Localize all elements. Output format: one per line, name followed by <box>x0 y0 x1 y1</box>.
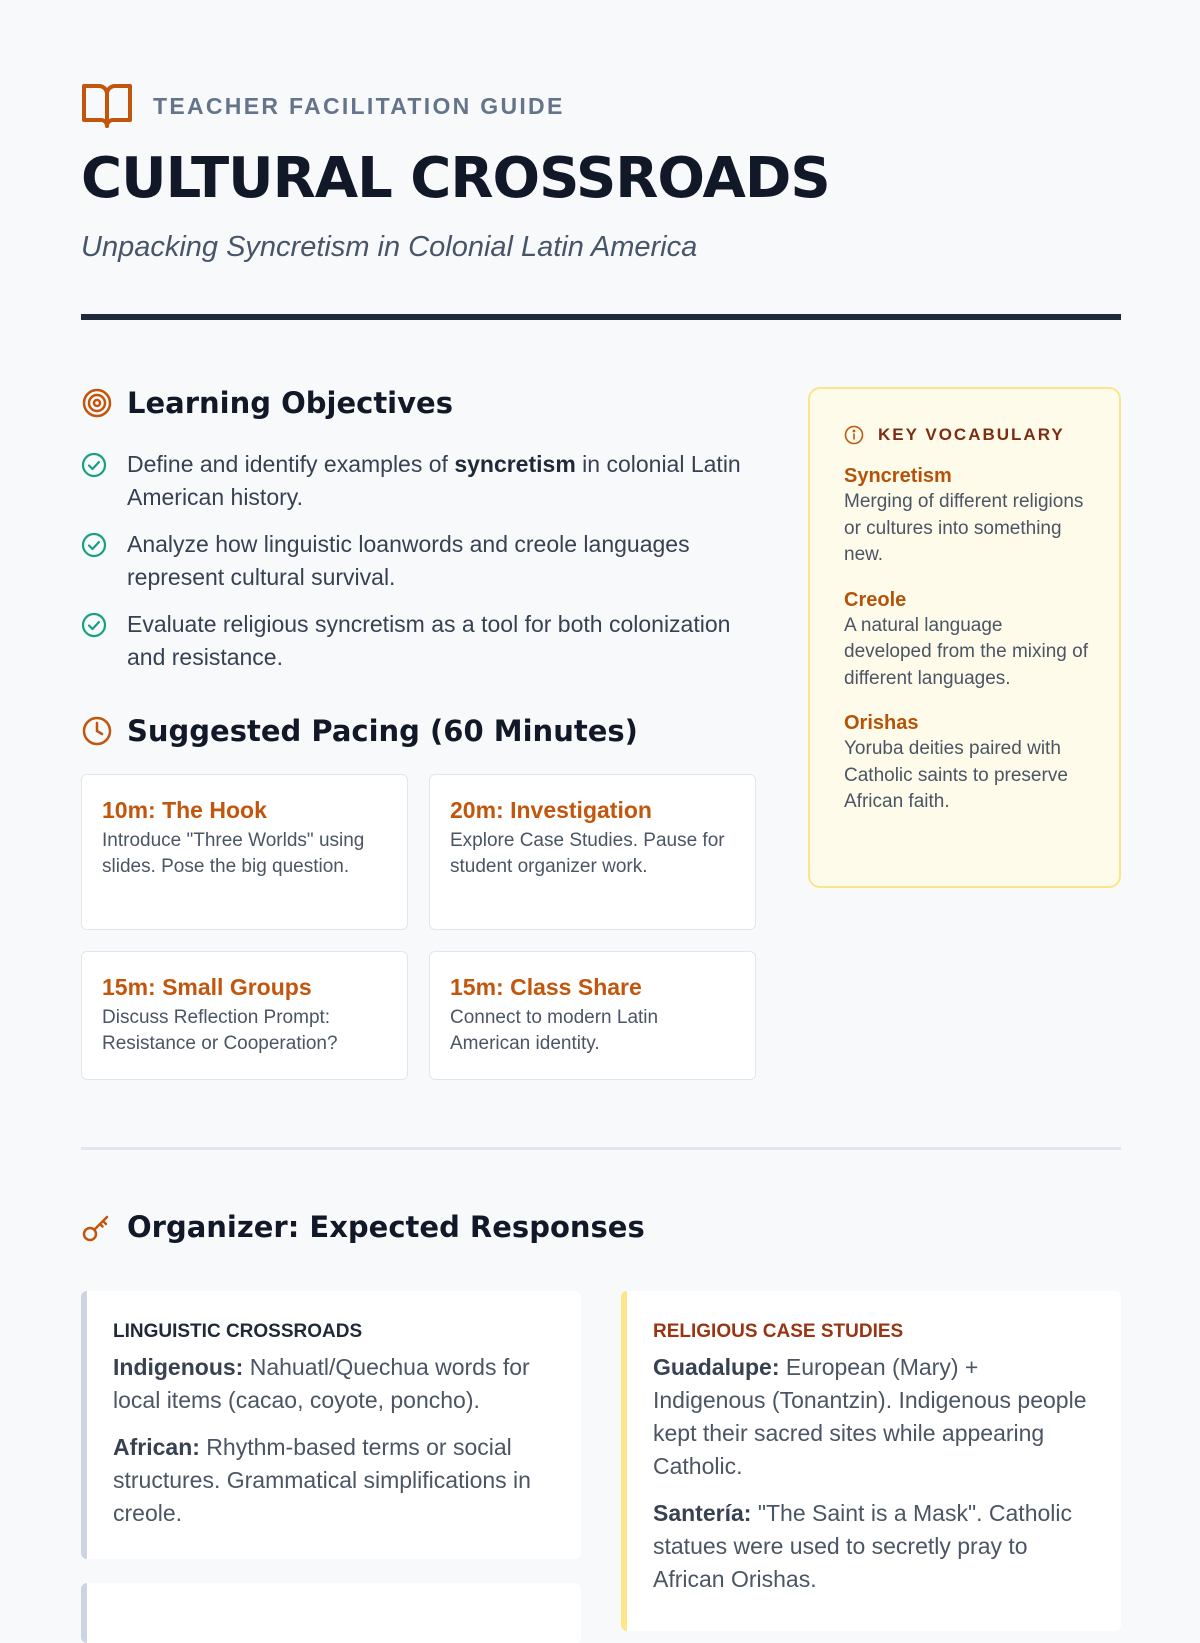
pacing-heading <box>81 714 756 748</box>
pacing-block-small-groups <box>81 951 408 1080</box>
vocab-definition: Yoruba deities paired with Catholic saints to preserve African faith. <box>844 738 1068 812</box>
pacing-title: 20m: Investigation <box>450 797 652 823</box>
target-icon <box>81 387 113 419</box>
check-circle-icon <box>81 532 107 558</box>
pacing-desc: Connect to modern Latin American identity. <box>450 1007 659 1054</box>
response-item: Santería: "The Saint is a Mask". Catholic statues were used to secretly pray to African Orishas. <box>653 1500 1072 1592</box>
pacing-desc: Explore Case Studies. Pause for student organizer work. <box>450 830 725 877</box>
eyebrow-text: TEACHER FACILITATION GUIDE <box>153 92 565 119</box>
objectives-heading-text: Learning Objectives <box>127 386 453 420</box>
vocab-definition: Merging of different religions or cultures into something new. <box>844 491 1084 565</box>
pacing-block-class-share <box>429 951 756 1080</box>
title-divider <box>81 314 1121 320</box>
pacing-title: 15m: Small Groups <box>102 974 312 1000</box>
page-title: CULTURAL CROSSROADS <box>81 146 830 211</box>
response-item: African: Rhythm-based terms or social structures. Grammatical simplifications in creole. <box>113 1434 531 1526</box>
vocabulary-heading: KEY VOCABULARY <box>844 425 1089 445</box>
objectives-list <box>81 448 756 674</box>
section-divider <box>81 1147 1121 1150</box>
response-item: Indigenous: Nahuatl/Quechua words for local items (cacao, coyote, poncho). <box>113 1354 530 1413</box>
pacing-heading-text: Suggested Pacing (60 Minutes) <box>127 714 638 748</box>
page-subtitle: Unpacking Syncretism in Colonial Latin America <box>81 231 698 263</box>
list-item <box>81 528 756 594</box>
religious-card <box>621 1291 1121 1631</box>
card-title: LINGUISTIC CROSSROADS <box>113 1321 363 1342</box>
vocab-definition: A natural language developed from the mixing of different languages. <box>844 614 1088 689</box>
list-item <box>81 608 756 674</box>
clock-icon <box>81 715 113 747</box>
pacing-title: 15m: Class Share <box>450 974 642 1000</box>
objective-text: Analyze how linguistic loanwords and creole languages represent cultural survival. <box>127 531 690 590</box>
list-item <box>81 448 756 514</box>
next-card <box>81 1583 581 1643</box>
info-icon <box>844 425 864 445</box>
pacing-title: 10m: The Hook <box>102 797 267 823</box>
vocab-term: Orishas <box>844 712 919 734</box>
response-item: Guadalupe: European (Mary) + Indigenous (Tonantzin). Indigenous people kept their sacred sites while appearing Catholic. <box>653 1354 1087 1479</box>
guide-label <box>81 82 565 130</box>
card-title: RELIGIOUS CASE STUDIES <box>653 1321 904 1342</box>
pacing-desc: Introduce "Three Worlds" using slides. Pose the big question. <box>102 830 365 877</box>
left-column <box>81 386 756 1080</box>
organizer-heading <box>81 1210 645 1244</box>
objective-text: Define and identify examples of syncretism in colonial Latin American history. <box>127 451 741 510</box>
vocab-term: Syncretism <box>844 465 952 487</box>
check-circle-icon <box>81 452 107 478</box>
pacing-grid <box>81 774 756 1080</box>
vocabulary-box <box>808 387 1121 888</box>
open-book-icon <box>81 82 133 130</box>
objectives-heading <box>81 386 756 420</box>
check-circle-icon <box>81 612 107 638</box>
organizer-heading-text: Organizer: Expected Responses <box>127 1210 645 1244</box>
pacing-block-hook <box>81 774 408 930</box>
vocab-term: Creole <box>844 588 907 611</box>
pacing-desc: Discuss Reflection Prompt: Resistance or Cooperation? <box>102 1007 338 1054</box>
pacing-block-investigation <box>429 774 756 930</box>
objective-text: Evaluate religious syncretism as a tool for both colonization and resistance. <box>127 611 731 670</box>
linguistic-card <box>81 1291 581 1559</box>
key-icon <box>81 1211 113 1243</box>
